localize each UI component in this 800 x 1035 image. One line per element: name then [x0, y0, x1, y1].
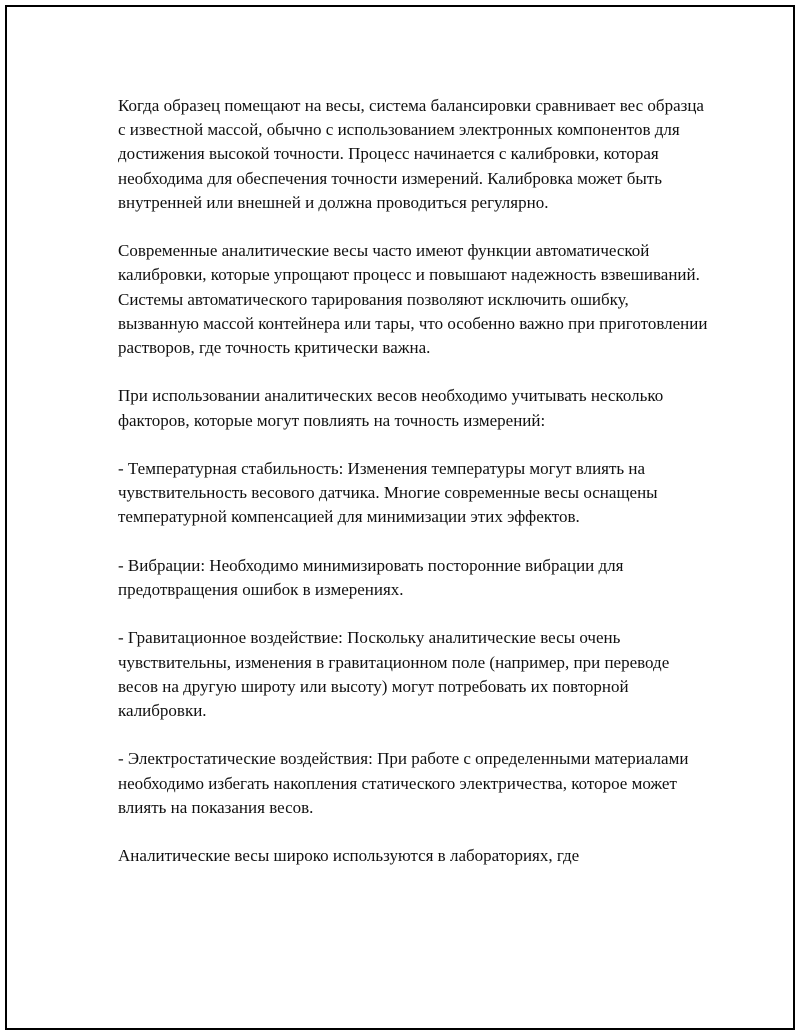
paragraph-lab-usage: Аналитические весы широко используются в лабораториях, где [118, 846, 580, 866]
list-item-electrostatic: - Электростатические воздействия: При работе с определенными материалами необходимо избегать накопления статического электричества, которое может влиять на показания весов. [118, 749, 689, 817]
document-body [118, 94, 708, 893]
list-item-vibration: - Вибрации: Необходимо минимизировать посторонние вибрации для предотвращения ошибок в измерениях. [118, 555, 624, 599]
paragraph-accuracy-factors: При использовании аналитических весов необходимо учитывать несколько факторов, которые могут повлиять на точность измерений: [118, 386, 664, 430]
paragraph-balancing-system: Когда образец помещают на весы, система балансировки сравнивает вес образца с известной массой, обычно с использованием электронных компонентов для достижения высокой точности. Процесс начинается с калибровки, которая необходима для обеспечения точности измерений. Калибровка может быть внутренней или внешней и должна проводиться регулярно. [118, 96, 704, 212]
paragraph-auto-calibration: Современные аналитические весы часто имеют функции автоматической калибровки, которые упрощают процесс и повышают надежность взвешиваний. Системы автоматического тарирования позволяют исключить ошибку, вызванную массой контейнера или тары, что особенно важно при приготовлении растворов, где точность критически важна. [118, 241, 708, 358]
list-item-gravity: - Гравитационное воздействие: Поскольку аналитические весы очень чувствительны, изменения в гравитационном поле (например, при переводе весов на другую широту или высоту) могут потребовать их повторной калибровки. [118, 628, 670, 720]
list-item-temperature: - Температурная стабильность: Изменения температуры могут влиять на чувствительность весового датчика. Многие современные весы оснащены температурной компенсацией для минимизации этих эффектов. [118, 459, 658, 527]
